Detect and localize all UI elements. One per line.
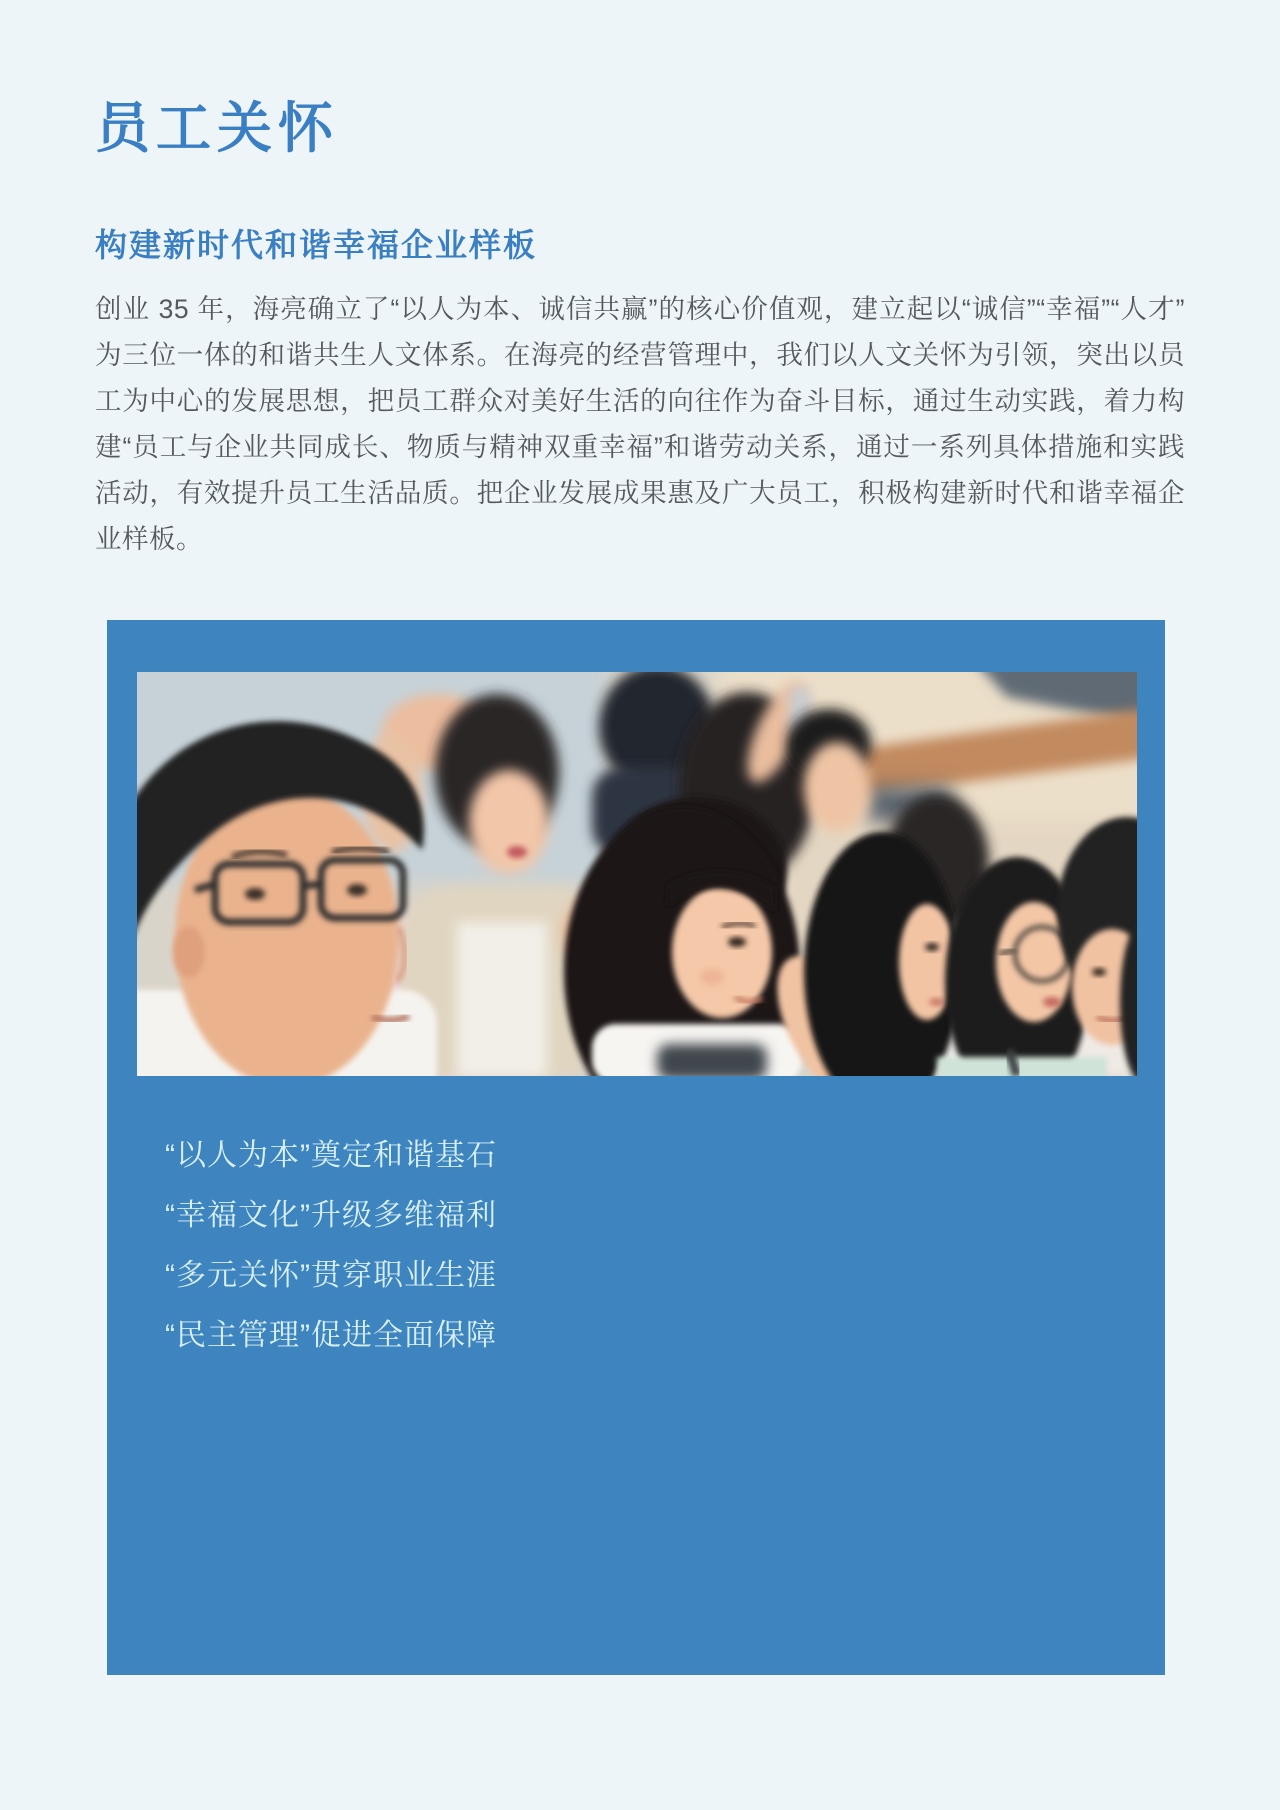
highlight-item-people-first: “以人为本”奠定和谐基石 bbox=[165, 1139, 497, 1173]
highlight-item-democratic-management: “民主管理”促进全面保障 bbox=[165, 1319, 497, 1353]
highlight-list bbox=[165, 1126, 1137, 1366]
page-title: 员工关怀 bbox=[95, 97, 340, 159]
page-content bbox=[0, 94, 1280, 1675]
highlight-card bbox=[107, 620, 1165, 1675]
employees-photo-illustration bbox=[137, 672, 1137, 1076]
employees-photo bbox=[137, 672, 1137, 1076]
highlight-item-diverse-care: “多元关怀”贯穿职业生涯 bbox=[165, 1259, 497, 1293]
section-subtitle: 构建新时代和谐幸福企业样板 bbox=[95, 226, 538, 263]
intro-paragraph: 创业 35 年，海亮确立了“以人为本、诚信共赢”的核心价值观，建立起以“诚信”“幸福”“人才”为三位一体的和谐共生人文体系。在海亮的经营管理中，我们以人文关怀为引领，突出以员工为中心的发展思想，把员工群众对美好生活的向往作为奋斗目标，通过生动实践，着力构建“员工与企业共同成长、物质与精神双重幸福”和谐劳动关系，通过一系列具体措施和实践活动，有效提升员工生活品质。把企业发展成果惠及广大员工，积极构建新时代和谐幸福企业样板。 bbox=[95, 294, 1185, 555]
highlight-item-happiness-culture: “幸福文化”升级多维福利 bbox=[165, 1199, 497, 1233]
